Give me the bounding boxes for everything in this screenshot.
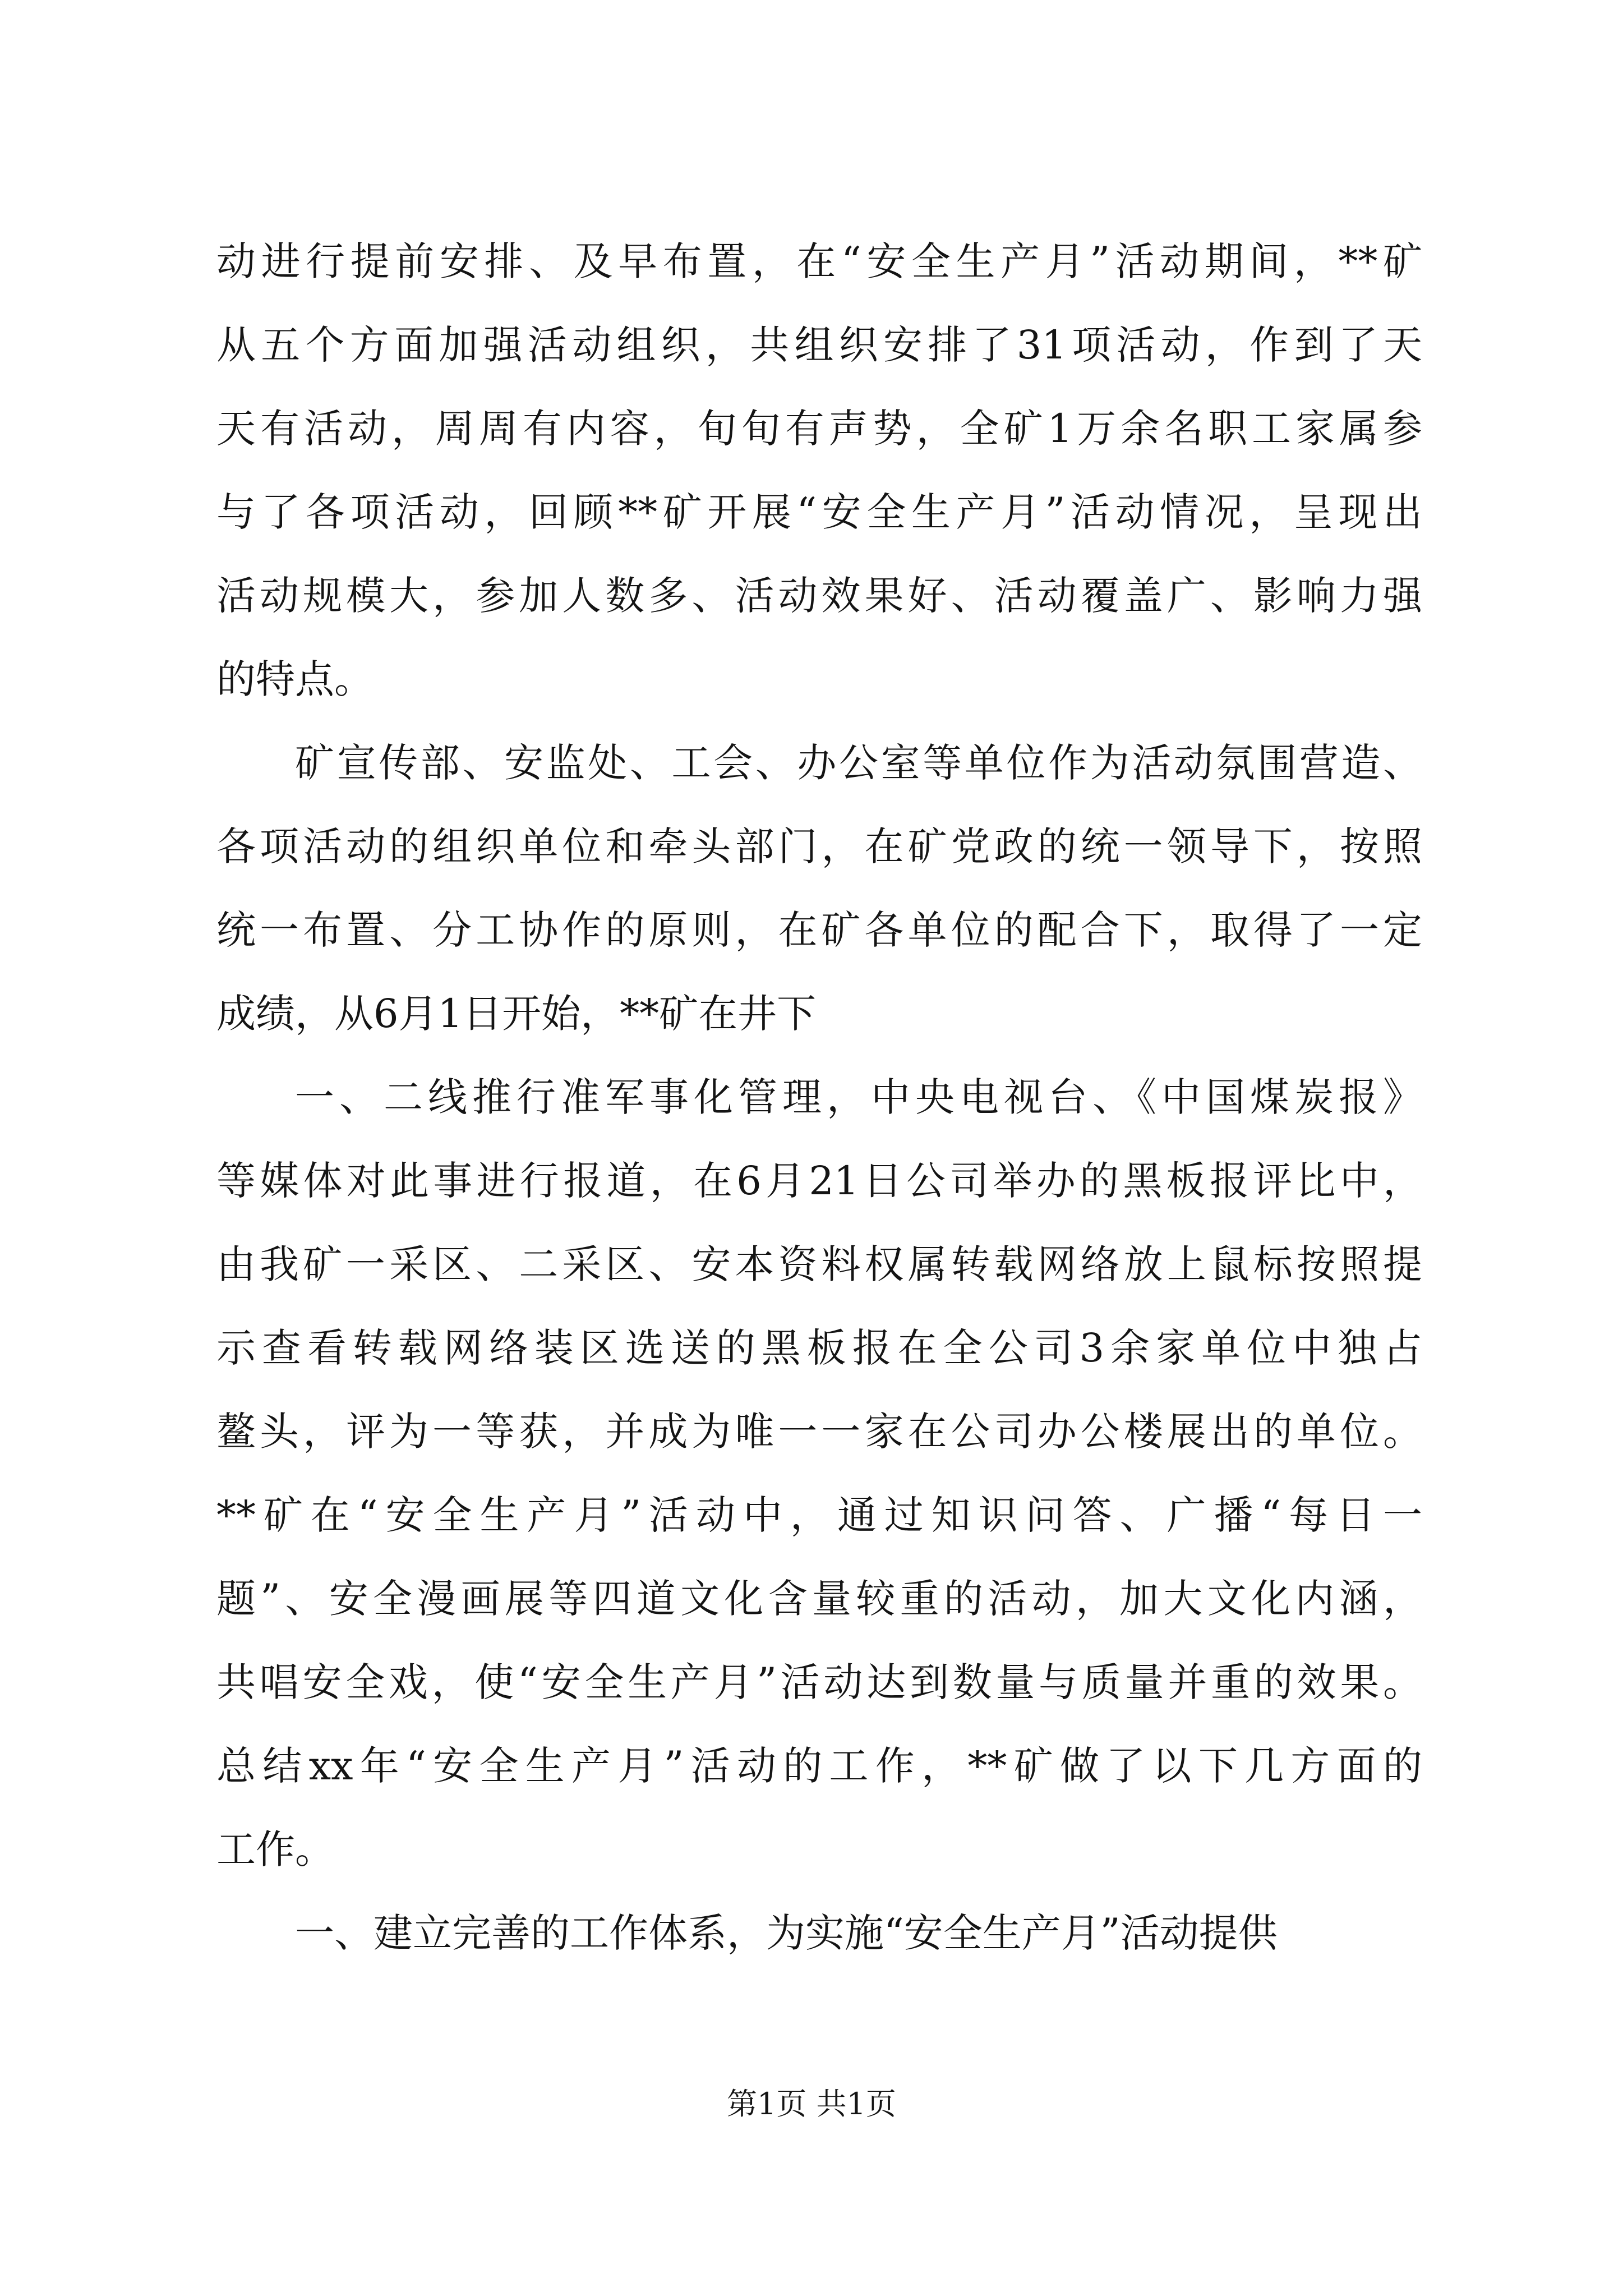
paragraph-line: 题”、安全漫画展等四道文化含量较重的活动，加大文化内涵， — [216, 1576, 1422, 1622]
paragraph-line: 工作。 — [216, 1826, 334, 1872]
paragraph-line: 动进行提前安排、及早布置，在“安全生产月”活动期间，**矿 — [216, 238, 1422, 284]
document-body — [216, 220, 1422, 1975]
paragraph-line: 统一布置、分工协作的原则，在矿各单位的配合下，取得了一定 — [216, 907, 1422, 953]
paragraph-line: 总结xx年“安全生产月”活动的工作，**矿做了以下几方面的 — [216, 1743, 1422, 1789]
paragraph-line: 天有活动，周周有内容，旬旬有声势，全矿1万余名职工家属参 — [216, 406, 1422, 452]
paragraph — [216, 721, 1422, 1056]
paragraph-line: 的特点。 — [216, 656, 374, 702]
paragraph-line: 成绩，从6月1日开始，**矿在井下 — [216, 991, 817, 1037]
paragraph-line: **矿在“安全生产月”活动中，通过知识问答、广播“每日一 — [216, 1492, 1422, 1538]
paragraph-line: 鳌头，评为一等获，并成为唯一一家在公司办公楼展出的单位。 — [216, 1409, 1422, 1455]
paragraph-line: 一、建立完善的工作体系，为实施“安全生产月”活动提供 — [295, 1910, 1278, 1956]
paragraph — [216, 1056, 1422, 1892]
paragraph — [216, 1892, 1422, 1975]
paragraph-line: 矿宣传部、安监处、工会、办公室等单位作为活动氛围营造、 — [295, 740, 1422, 786]
paragraph-line: 示查看转载网络装区选送的黑板报在全公司3余家单位中独占 — [216, 1325, 1422, 1371]
paragraph-line: 一、二线推行准军事化管理，中央电视台、《中国煤炭报》 — [295, 1074, 1422, 1120]
paragraph — [216, 220, 1422, 721]
paragraph-line: 各项活动的组织单位和牵头部门，在矿党政的统一领导下，按照 — [216, 823, 1422, 869]
page-footer: 第1页 共1页 — [727, 2086, 896, 2122]
paragraph-line: 由我矿一采区、二采区、安本资料权属转载网络放上鼠标按照提 — [216, 1241, 1422, 1287]
paragraph-line: 等媒体对此事进行报道，在6月21日公司举办的黑板报评比中， — [216, 1158, 1422, 1204]
paragraph-line: 与了各项活动，回顾**矿开展“安全生产月”活动情况，呈现出 — [216, 489, 1422, 535]
paragraph-line: 活动规模大，参加人数多、活动效果好、活动覆盖广、影响力强 — [216, 573, 1422, 619]
paragraph-line: 从五个方面加强活动组织，共组织安排了31项活动，作到了天 — [216, 322, 1422, 368]
paragraph-line: 共唱安全戏，使“安全生产月”活动达到数量与质量并重的效果。 — [216, 1659, 1422, 1705]
